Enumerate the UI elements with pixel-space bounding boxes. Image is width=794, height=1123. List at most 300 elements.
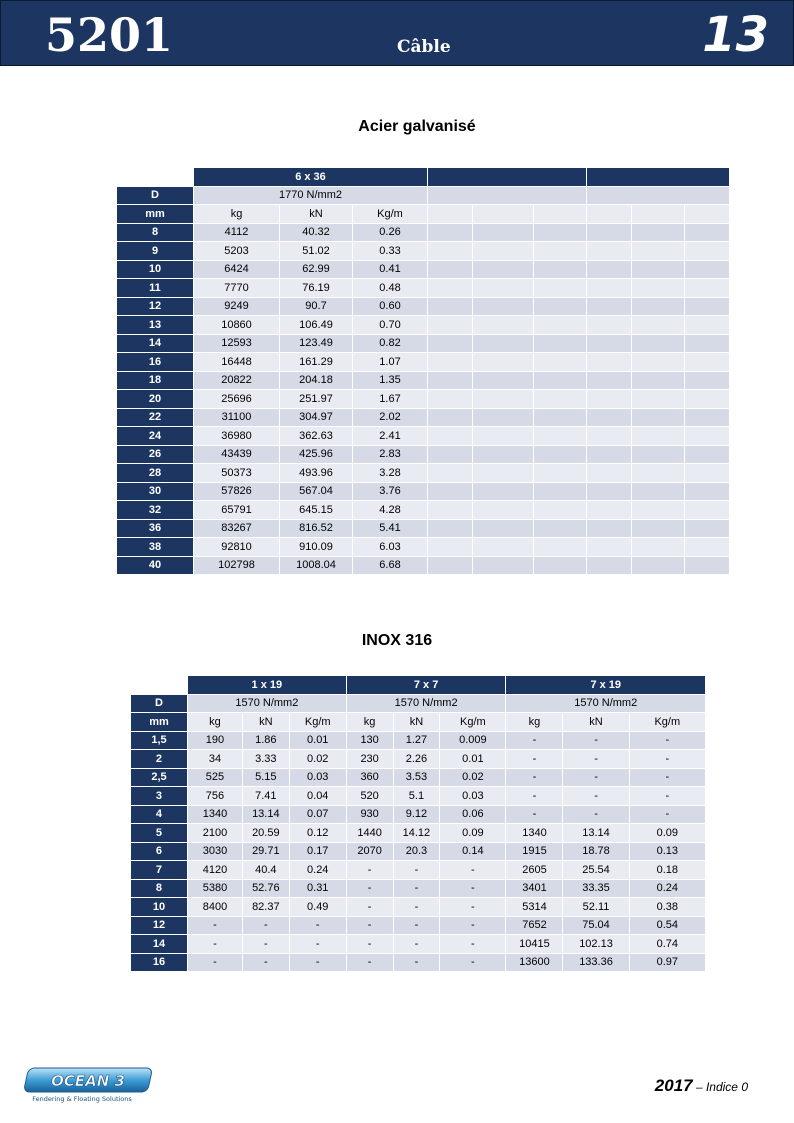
empty-cell — [632, 501, 684, 519]
value-cell: 7.41 — [243, 787, 289, 805]
value-cell: - — [394, 861, 440, 879]
table-row — [117, 557, 729, 575]
value-cell: 0.26 — [353, 224, 427, 242]
empty-cell — [632, 261, 684, 279]
table-row — [117, 538, 729, 556]
diameter-cell: 38 — [117, 538, 193, 556]
value-cell: 31100 — [194, 409, 279, 427]
value-cell: 106.49 — [280, 316, 352, 334]
value-cell: 4112 — [194, 224, 279, 242]
diameter-cell: 5 — [131, 824, 187, 842]
empty-cell — [473, 427, 533, 445]
value-cell: - — [440, 917, 505, 935]
value-cell: 0.04 — [290, 787, 346, 805]
table-row — [117, 390, 729, 408]
empty-cell — [428, 464, 472, 482]
footer-index: – Indice 0 — [695, 1080, 748, 1094]
table-row — [131, 880, 705, 898]
value-cell: 7770 — [194, 279, 279, 297]
product-code: 5201 — [45, 8, 174, 62]
value-cell: 0.33 — [353, 242, 427, 260]
empty-cell — [632, 446, 684, 464]
value-cell: - — [506, 750, 562, 768]
value-cell: - — [394, 898, 440, 916]
value-cell: - — [243, 954, 289, 972]
value-cell: 930 — [347, 806, 393, 824]
table-row — [117, 242, 729, 260]
diameter-cell: 10 — [117, 261, 193, 279]
value-cell: - — [440, 954, 505, 972]
value-cell: 133.36 — [563, 954, 628, 972]
empty-cell — [685, 501, 729, 519]
value-cell: 2.41 — [353, 427, 427, 445]
empty-cell — [587, 335, 631, 353]
empty-group-header — [587, 168, 729, 186]
empty-cell — [587, 316, 631, 334]
empty-cell — [473, 446, 533, 464]
value-cell: 9249 — [194, 298, 279, 316]
empty-cell — [428, 390, 472, 408]
value-cell: 190 — [188, 732, 242, 750]
diameter-cell: 9 — [117, 242, 193, 260]
table-row — [131, 954, 705, 972]
value-cell: - — [347, 898, 393, 916]
value-cell: 3401 — [506, 880, 562, 898]
value-cell: 6424 — [194, 261, 279, 279]
strength-label: 1770 N/mm2 — [194, 187, 427, 205]
diameter-cell: 2,5 — [131, 769, 187, 787]
table-row — [117, 446, 729, 464]
value-cell: 25.54 — [563, 861, 628, 879]
value-cell: - — [506, 732, 562, 750]
empty-cell — [534, 501, 586, 519]
empty-cell — [534, 557, 586, 575]
value-cell: 13.14 — [563, 824, 628, 842]
value-cell: 1.67 — [353, 390, 427, 408]
empty-cell — [685, 298, 729, 316]
table-row — [131, 935, 705, 953]
value-cell: 76.19 — [280, 279, 352, 297]
value-cell: 13.14 — [243, 806, 289, 824]
table-row — [117, 335, 729, 353]
table-row — [131, 898, 705, 916]
empty-cell — [473, 372, 533, 390]
value-cell: 3.33 — [243, 750, 289, 768]
value-cell: 1340 — [506, 824, 562, 842]
value-cell: 16448 — [194, 353, 279, 371]
value-cell: 0.13 — [630, 843, 705, 861]
value-cell: 756 — [188, 787, 242, 805]
value-cell: - — [394, 935, 440, 953]
value-cell: 230 — [347, 750, 393, 768]
value-cell: 0.49 — [290, 898, 346, 916]
empty-cell — [632, 427, 684, 445]
unit-kgm: Kg/m — [630, 713, 705, 731]
empty-cell — [632, 557, 684, 575]
value-cell: - — [563, 787, 628, 805]
empty-cell — [534, 298, 586, 316]
value-cell: 3.53 — [394, 769, 440, 787]
unit-mm: mm — [131, 713, 187, 731]
value-cell: 0.18 — [630, 861, 705, 879]
empty-cell — [473, 501, 533, 519]
table-row — [117, 501, 729, 519]
value-cell: - — [347, 917, 393, 935]
value-cell: 51.02 — [280, 242, 352, 260]
value-cell: 7652 — [506, 917, 562, 935]
empty-cell — [534, 372, 586, 390]
diameter-cell: 14 — [117, 335, 193, 353]
value-cell: 525 — [188, 769, 242, 787]
empty-cell — [473, 224, 533, 242]
value-cell: 40.32 — [280, 224, 352, 242]
empty-cell — [685, 390, 729, 408]
table-row — [131, 861, 705, 879]
value-cell: 4.28 — [353, 501, 427, 519]
empty-cell — [685, 279, 729, 297]
value-cell: 2100 — [188, 824, 242, 842]
value-cell: 5.15 — [243, 769, 289, 787]
empty-cell — [632, 224, 684, 242]
table-row — [131, 769, 705, 787]
empty-cell — [534, 261, 586, 279]
value-cell: 5.41 — [353, 520, 427, 538]
value-cell: 0.17 — [290, 843, 346, 861]
value-cell: 1440 — [347, 824, 393, 842]
diameter-cell: 26 — [117, 446, 193, 464]
value-cell: - — [630, 732, 705, 750]
value-cell: 161.29 — [280, 353, 352, 371]
diameter-cell: 22 — [117, 409, 193, 427]
value-cell: 567.04 — [280, 483, 352, 501]
empty-cell — [534, 464, 586, 482]
empty-cell — [473, 409, 533, 427]
ocean3-logo — [22, 1066, 152, 1106]
value-cell: 90.7 — [280, 298, 352, 316]
value-cell: 40.4 — [243, 861, 289, 879]
table-row — [117, 427, 729, 445]
value-cell: - — [243, 935, 289, 953]
table-row — [131, 843, 705, 861]
empty-cell — [685, 372, 729, 390]
empty-cell — [685, 520, 729, 538]
empty-cell — [587, 353, 631, 371]
table-row — [131, 732, 705, 750]
value-cell: - — [440, 880, 505, 898]
strength-label: 1570 N/mm2 — [347, 695, 506, 713]
empty-cell — [632, 335, 684, 353]
empty-cell — [534, 483, 586, 501]
section1-title: Acier galvanisé — [358, 118, 476, 135]
value-cell: - — [188, 917, 242, 935]
empty-cell — [587, 483, 631, 501]
empty-cell — [473, 279, 533, 297]
empty-cell — [587, 464, 631, 482]
d-label: D — [117, 187, 193, 205]
empty-cell — [685, 557, 729, 575]
empty-cell — [685, 446, 729, 464]
value-cell: - — [630, 750, 705, 768]
empty-cell — [534, 335, 586, 353]
value-cell: 204.18 — [280, 372, 352, 390]
empty-cell — [685, 538, 729, 556]
empty-cell — [473, 353, 533, 371]
empty-cell — [587, 372, 631, 390]
empty-cell — [534, 353, 586, 371]
value-cell: 0.24 — [290, 861, 346, 879]
value-cell: - — [243, 917, 289, 935]
diameter-cell: 12 — [131, 917, 187, 935]
group-header-1x19: 1 x 19 — [188, 676, 346, 694]
diameter-cell: 10 — [131, 898, 187, 916]
value-cell: 0.06 — [440, 806, 505, 824]
value-cell: 6.03 — [353, 538, 427, 556]
table-row — [117, 520, 729, 538]
value-cell: - — [290, 954, 346, 972]
value-cell: 65791 — [194, 501, 279, 519]
value-cell: 83267 — [194, 520, 279, 538]
value-cell: 645.15 — [280, 501, 352, 519]
empty-cell — [428, 242, 472, 260]
value-cell: 2070 — [347, 843, 393, 861]
empty-cell — [428, 261, 472, 279]
empty-cell — [587, 279, 631, 297]
unit-kn: kN — [243, 713, 289, 731]
strength-label: 1570 N/mm2 — [188, 695, 346, 713]
value-cell: - — [630, 769, 705, 787]
table-row — [117, 372, 729, 390]
empty-cell — [685, 464, 729, 482]
value-cell: 20.3 — [394, 843, 440, 861]
group-header: 6 x 36 — [194, 168, 427, 186]
value-cell: 0.70 — [353, 316, 427, 334]
diameter-cell: 18 — [117, 372, 193, 390]
value-cell: - — [394, 880, 440, 898]
empty-cell — [534, 316, 586, 334]
value-cell: 0.54 — [630, 917, 705, 935]
empty-cell — [428, 501, 472, 519]
empty-cell — [587, 409, 631, 427]
value-cell: 2.02 — [353, 409, 427, 427]
value-cell: 0.60 — [353, 298, 427, 316]
empty-cell — [428, 279, 472, 297]
unit-kgm: Kg/m — [290, 713, 346, 731]
empty-cell — [587, 298, 631, 316]
diameter-cell: 30 — [117, 483, 193, 501]
empty-cell — [534, 390, 586, 408]
empty-cell — [685, 316, 729, 334]
value-cell: 0.24 — [630, 880, 705, 898]
value-cell: 425.96 — [280, 446, 352, 464]
table-row — [131, 787, 705, 805]
empty-cell — [473, 483, 533, 501]
value-cell: - — [440, 898, 505, 916]
diameter-cell: 14 — [131, 935, 187, 953]
diameter-cell: 6 — [131, 843, 187, 861]
diameter-cell: 4 — [131, 806, 187, 824]
value-cell: 360 — [347, 769, 393, 787]
unit-kg: kg — [188, 713, 242, 731]
unit-kn: kN — [394, 713, 440, 731]
diameter-cell: 8 — [131, 880, 187, 898]
empty-cell — [685, 242, 729, 260]
group-header-7x7: 7 x 7 — [347, 676, 506, 694]
table-row — [117, 316, 729, 334]
value-cell: 50373 — [194, 464, 279, 482]
empty-cell — [428, 372, 472, 390]
unit-kn: kN — [280, 205, 352, 223]
table-row — [131, 824, 705, 842]
value-cell: 62.99 — [280, 261, 352, 279]
table-row — [117, 298, 729, 316]
table-row — [117, 464, 729, 482]
empty-cell — [534, 242, 586, 260]
empty-cell — [632, 390, 684, 408]
value-cell: 123.49 — [280, 335, 352, 353]
empty-cell — [685, 224, 729, 242]
value-cell: - — [394, 917, 440, 935]
value-cell: 12593 — [194, 335, 279, 353]
table-row — [117, 409, 729, 427]
empty-cell — [473, 520, 533, 538]
diameter-cell: 11 — [117, 279, 193, 297]
value-cell: 130 — [347, 732, 393, 750]
empty-cell — [587, 242, 631, 260]
empty-cell — [632, 464, 684, 482]
table-row — [117, 279, 729, 297]
value-cell: 75.04 — [563, 917, 628, 935]
page-number: 13 — [702, 7, 769, 63]
value-cell: 0.07 — [290, 806, 346, 824]
value-cell: 816.52 — [280, 520, 352, 538]
empty-cell — [428, 298, 472, 316]
value-cell: 0.12 — [290, 824, 346, 842]
value-cell: 1.35 — [353, 372, 427, 390]
table-row — [117, 353, 729, 371]
empty-cell — [632, 538, 684, 556]
value-cell: 910.09 — [280, 538, 352, 556]
value-cell: 82.37 — [243, 898, 289, 916]
empty-cell — [428, 446, 472, 464]
value-cell: - — [630, 806, 705, 824]
empty-cell — [587, 261, 631, 279]
value-cell: 0.82 — [353, 335, 427, 353]
empty-cell — [534, 427, 586, 445]
value-cell: 92810 — [194, 538, 279, 556]
diameter-cell: 28 — [117, 464, 193, 482]
value-cell: - — [440, 935, 505, 953]
value-cell: 20822 — [194, 372, 279, 390]
value-cell: 102.13 — [563, 935, 628, 953]
diameter-cell: 3 — [131, 787, 187, 805]
empty-cell — [473, 261, 533, 279]
value-cell: - — [563, 806, 628, 824]
page-header — [0, 0, 794, 66]
value-cell: 2.26 — [394, 750, 440, 768]
empty-cell — [534, 224, 586, 242]
value-cell: 0.03 — [440, 787, 505, 805]
value-cell: 0.41 — [353, 261, 427, 279]
diameter-cell: 20 — [117, 390, 193, 408]
diameter-cell: 16 — [131, 954, 187, 972]
value-cell: 10415 — [506, 935, 562, 953]
diameter-cell: 12 — [117, 298, 193, 316]
empty-cell — [428, 538, 472, 556]
empty-cell — [685, 261, 729, 279]
value-cell: - — [290, 917, 346, 935]
diameter-cell: 32 — [117, 501, 193, 519]
stainless-steel-table — [130, 675, 706, 972]
diameter-cell: 40 — [117, 557, 193, 575]
value-cell: - — [188, 954, 242, 972]
empty-cell — [428, 224, 472, 242]
value-cell: 1.07 — [353, 353, 427, 371]
logo-name: OCEAN 3 — [51, 1072, 125, 1090]
value-cell: - — [563, 769, 628, 787]
empty-cell — [428, 409, 472, 427]
value-cell: 0.01 — [440, 750, 505, 768]
value-cell: 2.83 — [353, 446, 427, 464]
value-cell: 0.31 — [290, 880, 346, 898]
empty-cell — [428, 483, 472, 501]
value-cell: 5.1 — [394, 787, 440, 805]
empty-cell — [473, 316, 533, 334]
value-cell: 0.009 — [440, 732, 505, 750]
value-cell: - — [506, 787, 562, 805]
empty-group-header — [428, 168, 586, 186]
empty-cell — [685, 335, 729, 353]
value-cell: 33.35 — [563, 880, 628, 898]
empty-cell — [473, 390, 533, 408]
unit-kgm: Kg/m — [353, 205, 427, 223]
unit-mm: mm — [117, 205, 193, 223]
table-row — [117, 483, 729, 501]
empty-cell — [685, 483, 729, 501]
empty-cell — [473, 557, 533, 575]
value-cell: 3.28 — [353, 464, 427, 482]
empty-cell — [632, 298, 684, 316]
value-cell: - — [440, 861, 505, 879]
value-cell: 520 — [347, 787, 393, 805]
value-cell: 4120 — [188, 861, 242, 879]
value-cell: - — [506, 806, 562, 824]
value-cell: 14.12 — [394, 824, 440, 842]
empty-cell — [428, 557, 472, 575]
empty-cell — [632, 520, 684, 538]
empty-cell — [534, 446, 586, 464]
value-cell: 0.09 — [440, 824, 505, 842]
value-cell: 5380 — [188, 880, 242, 898]
empty-cell — [534, 279, 586, 297]
empty-strength-label — [428, 187, 586, 205]
empty-cell — [632, 316, 684, 334]
value-cell: 57826 — [194, 483, 279, 501]
value-cell: - — [347, 880, 393, 898]
galvanized-steel-table — [116, 167, 730, 575]
diameter-cell: 36 — [117, 520, 193, 538]
diameter-cell: 13 — [117, 316, 193, 334]
value-cell: - — [630, 787, 705, 805]
value-cell: 52.11 — [563, 898, 628, 916]
diameter-cell: 8 — [117, 224, 193, 242]
value-cell: 29.71 — [243, 843, 289, 861]
value-cell: 2605 — [506, 861, 562, 879]
value-cell: 0.97 — [630, 954, 705, 972]
value-cell: 1.86 — [243, 732, 289, 750]
empty-cell — [685, 353, 729, 371]
empty-cell — [428, 353, 472, 371]
value-cell: 102798 — [194, 557, 279, 575]
